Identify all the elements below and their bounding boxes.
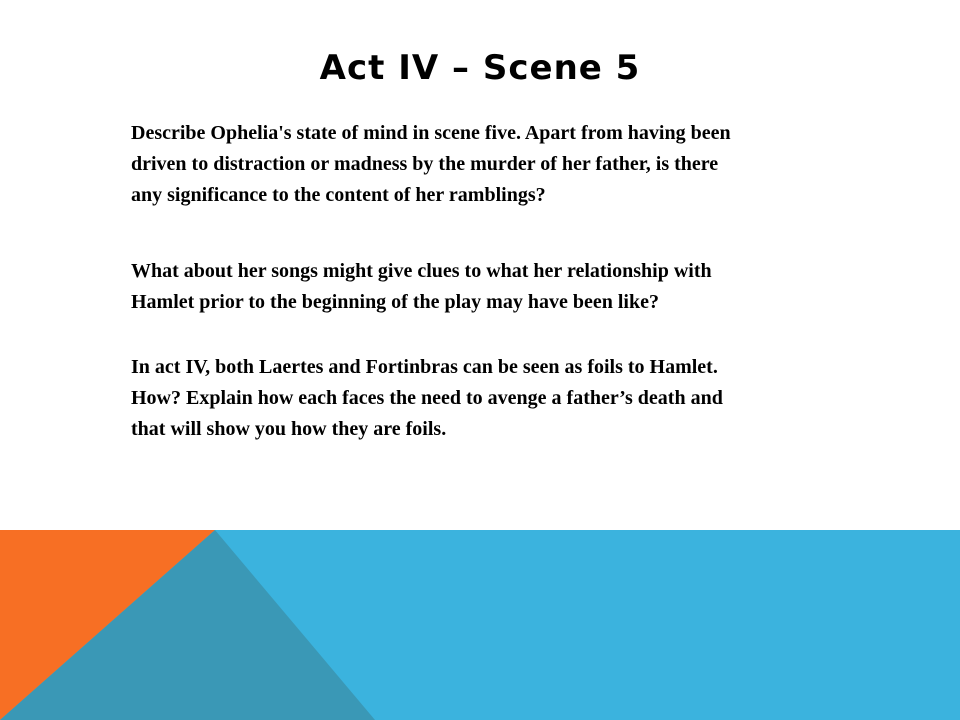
question-ophelia-state-of-mind: Describe Ophelia's state of mind in scene five. Apart from having been driven to distraction or madness by the murder of her father, is there any significance to the content of her ramblings? <box>131 122 731 206</box>
question-ophelia-songs: What about her songs might give clues to what her relationship with Hamlet prior to the beginning of the play may have been like? <box>131 260 712 313</box>
slide-title: Act IV – Scene 5 <box>319 48 641 88</box>
question-foils-to-hamlet: In act IV, both Laertes and Fortinbras can be seen as foils to Hamlet. How? Explain how each faces the need to avenge a father’s death and that will show you how they are foils. <box>131 356 723 440</box>
decorative-footer-band <box>0 530 960 720</box>
